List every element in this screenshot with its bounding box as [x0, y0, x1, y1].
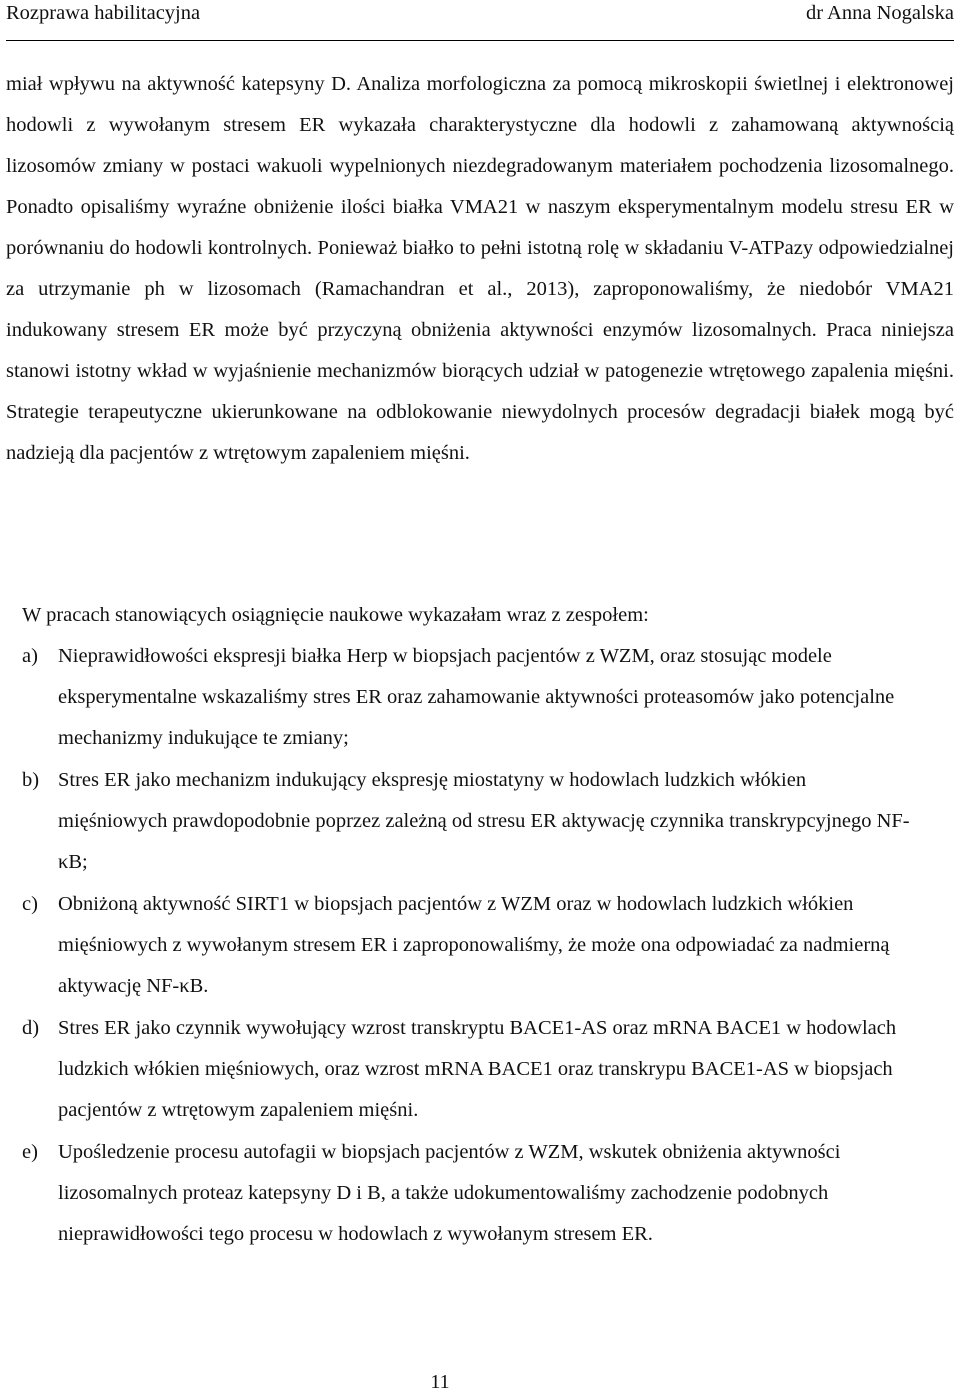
header-title: Rozprawa habilitacyjna — [6, 2, 201, 24]
list-item-text: Stres ER jako czynnik wywołujący wzrost transkryptu BACE1-AS oraz mRNA BACE1 w hodowlach ludzkich włókien mięśniowych, oraz wzrost mRNA BACE1 oraz transkrypu BACE1-AS w biopsjach pacjentów z wtrętowym zapaleniem mięśni. — [58, 1017, 897, 1121]
body-paragraph: miał wpływu na aktywność katepsyny D. Analiza morfologiczna za pomocą mikroskopii świetlnej i elektronowej hodowli z wywołanym stresem ER wykazała charakterystyczne dla hodowli z zahamowaną aktywnością lizosomów zmiany w postaci wakuoli wypelnionych niezdegradowanym materiałem pochodzenia lizosomalnego. Ponadto opisaliśmy wyraźne obniżenie ilości białka VMA21 w naszym eksperymentalnym modelu stresu ER w porównaniu do hodowli kontrolnych. Ponieważ białko to pełni istotną rolę w składaniu V-ATPazy odpowiedzialnej za utrzymanie ph w lizosomach (Ramachandran et al., 2013), zaproponowaliśmy, że niedobór VMA21 indukowany stresem ER może być przyczyną obniżenia aktywności enzymów lizosomalnych. Praca niniejsza stanowi istotny wkład w wyjaśnienie mechanizmów biorących udział w patogenezie wtrętowego zapalenia mięśni. Strategie terapeutyczne ukierunkowane na odblokowanie niewydolnych procesów degradacji białek mogą być nadzieją dla pacjentów z wtrętowym zapaleniem mięśni. — [6, 73, 954, 464]
list-item-marker: a) — [22, 645, 38, 667]
header-author: dr Anna Nogalska — [805, 2, 954, 24]
list-item-text: Upośledzenie procesu autofagii w biopsjach pacjentów z WZM, wskutek obniżenia aktywności lizosomalnych proteaz katepsyny D i B, a także udokumentowaliśmy zachodzenie podobnych nieprawidłowości tego procesu w hodowlach z wywołanym stresem ER. — [58, 1141, 841, 1245]
achievements-intro: W pracach stanowiących osiągnięcie naukowe wykazałam wraz z zespołem: — [22, 604, 649, 626]
list-item — [0, 760, 918, 883]
page-header — [6, 0, 954, 41]
list-item — [0, 636, 918, 759]
list-item-text: Nieprawidłowości ekspresji białka Herp w biopsjach pacjentów z WZM, oraz stosując modele eksperymentalne wskazaliśmy stres ER oraz zahamowanie aktywności proteasomów jako potencjalne mechanizmy indukujące te zmiany; — [58, 645, 895, 749]
list-item-text: Obniżoną aktywność SIRT1 w biopsjach pacjentów z WZM oraz w hodowlach ludzkich włókien mięśniowych z wywołanym stresem ER i zaproponowaliśmy, że może ona odpowiadać za nadmierną aktywację NF-κB. — [58, 893, 890, 997]
list-item — [0, 1132, 918, 1255]
list-item-marker: e) — [22, 1141, 38, 1163]
list-item-marker: c) — [22, 893, 38, 915]
list-item — [0, 884, 918, 1007]
list-item — [0, 1008, 918, 1131]
list-item-marker: b) — [22, 769, 40, 791]
achievements-list — [0, 636, 960, 1256]
list-item-marker: d) — [22, 1017, 40, 1039]
page-number: 11 — [430, 1371, 450, 1393]
list-item-text: Stres ER jako mechanizm indukujący ekspresję miostatyny w hodowlach ludzkich włókien mięśniowych prawdopodobnie poprzez zależną od stresu ER aktywację czynnika transkrypcyjnego NF-κB; — [58, 769, 910, 873]
